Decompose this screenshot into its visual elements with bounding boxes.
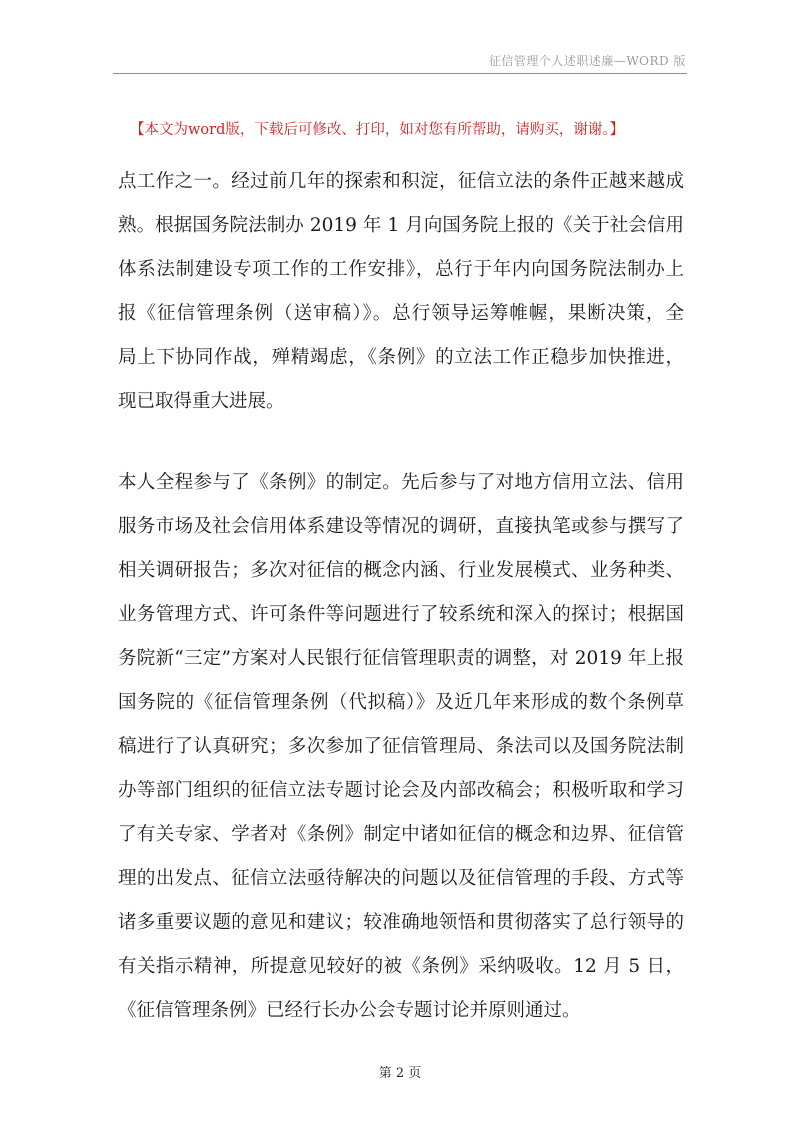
paragraph-line: 业务管理方式、许可条件等问题进行了较系统和深入的探讨；根据国 [118,604,684,625]
paragraph-line: 报《征信管理条例（送审稿）》。总行领导运筹帷幄，果断决策，全 [118,303,684,324]
paragraph-line: 服务市场及社会信用体系建设等情况的调研，直接执笔或参与撰写了 [118,516,684,537]
paragraph-line: 现已取得重大进展。 [118,391,285,412]
paragraph-line: 理的出发点、征信立法亟待解决的问题以及征信管理的手段、方式等 [118,868,684,889]
paragraph-line: 有关指示精神，所提意见较好的被《条例》采纳吸收。12 月 5 日， [118,956,684,977]
paragraph-line: 体系法制建设专项工作的工作安排》，总行于年内向国务院法制办上 [118,259,684,280]
paragraph-2 [118,461,684,1033]
paragraph-line: 诸多重要议题的意见和建议；较准确地领悟和贯彻落实了总行领导的 [118,912,684,933]
paragraph-line: 务院新“三定”方案对人民银行征信管理职责的调整，对 2019 年上报 [118,648,684,669]
paragraph-line: 办等部门组织的征信立法专题讨论会及内部改稿会；积极听取和学习 [118,780,684,801]
paragraph-line: 相关调研报告；多次对征信的概念内涵、行业发展模式、业务种类、 [118,560,684,581]
download-notice: 【本文为word版，下载后可修改、打印，如对您有所帮助，请购买，谢谢。】 [130,122,625,138]
document-header-title: 征信管理个人述职述廉—WORD 版 [488,54,686,68]
paragraph-line: 国务院的《征信管理条例（代拟稿）》及近几年来形成的数个条例草 [118,692,684,713]
paragraph-line: 熟。根据国务院法制办 2019 年 1 月向国务院上报的《关于社会信用 [118,215,684,236]
paragraph-line: 稿进行了认真研究；多次参加了征信管理局、条法司以及国务院法制 [118,736,684,757]
paragraph-line: 点工作之一。经过前几年的探索和积淀，征信立法的条件正越来越成 [118,171,684,192]
paragraph-1 [118,160,684,424]
paragraph-line: 了有关专家、学者对《条例》制定中诸如征信的概念和边界、征信管 [118,824,684,845]
paragraph-line: 局上下协同作战，殚精竭虑，《条例》的立法工作正稳步加快推进， [118,347,684,368]
paragraph-line: 《征信管理条例》已经行长办公会专题讨论并原则通过。 [118,1000,581,1021]
header-divider [113,73,687,74]
paragraph-line: 本人全程参与了《条例》的制定。先后参与了对地方信用立法、信用 [118,472,684,493]
page-number: 第 2 页 [378,1066,422,1081]
